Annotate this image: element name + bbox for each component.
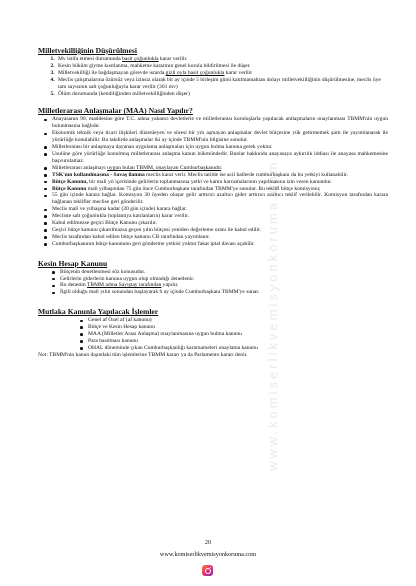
instagram-icon[interactable] xyxy=(202,565,213,576)
list-item: Bütçe Kanunu, bir mali yıl içerisinde gelirlerin toplanmasına yetki ve kamu harcamalarının yapılmasına izin veren kanundur. xyxy=(52,179,388,186)
list-item: Meclis tarafından kabul edilen bütçe kanunu CB tarafından yayımlanır. xyxy=(52,234,388,241)
list-item: Gelirlerin giderlerin kanuna uygun olup olmadığı denetlenir. xyxy=(60,276,388,283)
section-title-maa: Milletlerarası Anlaşmalar (MAA) Nasıl Yapılır? xyxy=(38,106,193,116)
list-item: Anayasanın 90. maddesine göre T.C. adına yabancı devletlerle ve milletlerarası kuruluşlarla yapılacak antlaşmaların onaylanması TBMM'nin uygun bulunmasına bağlıdır. xyxy=(52,116,388,130)
list-item: Genel af Özel af (af kanunu) xyxy=(88,317,388,324)
watermark: www.komiserlikvemisyonkoruma.com xyxy=(265,159,280,471)
list-maa xyxy=(38,116,388,247)
list-item: Bütçe ve Kesin Hesap kanunu xyxy=(88,324,388,331)
list-item: TSK'nın kullanılmasına - Savaş ilanına meclis karar verir. Meclis tatilde ise acil hallerde cumhurbaşkanı da bu yetkiyi kullanabilir. xyxy=(52,172,388,179)
list-item: Meclis mali ve yılbaşına kadar (20 gün içinde) karara bağlar. xyxy=(52,206,388,213)
list-kesin-hesap xyxy=(38,269,388,297)
list-item: Para basılması kanunu xyxy=(88,338,388,345)
list-item: Bütçe Kanunu mali yılbaşından 75 gün önce Cumhurbaşkanı tarafından TBMM'ye sunulur. Bu teklifi bütçe komisyonu; xyxy=(52,186,388,193)
list-milletvekilligi xyxy=(38,56,388,97)
section-title-kesin-hesap: Kesin Hesap Kanunu xyxy=(38,258,108,268)
list-item: MAA (Milletler Arası Anlaşma) onaylanmasına uygun bulma kanunu xyxy=(88,331,388,338)
section-title-milletvekilligi: Milletvekilliğinin Düşürülmesi xyxy=(38,46,137,55)
list-item: Bu denetim TBMM adına Sayıştay tarafından yapılır. xyxy=(60,282,388,289)
list-item: Milletlerarası bir anlaşmaya dayanan uygulama anlaşmaları için uygun bulma kanuna gerek yoktur. xyxy=(52,144,388,151)
list-item: 3. Milletvekilliği ile bağdaşmayan görevde ısrarda gizli oyla basit çoğunlukla karar verilir xyxy=(56,70,388,77)
footer-website: www.komiserlikvemisyonkoruma.com xyxy=(159,551,257,558)
list-item: 1. Mv istifa etmesi durumunda basit çoğunlukla karar verilir. xyxy=(56,56,388,63)
list-item: Cumhurbaşkanının bütçe kanununu geri gönderme yetkisi yoktur fakat iptal davası açabilir. xyxy=(52,241,388,248)
list-item: Geçici bütçe kanunu çıkarılmazsa geçen yılın bütçesi yeniden değerleme oranı ile kabul edilir. xyxy=(52,227,388,234)
list-item: 4. Meclis çalışmalarına özürsüz veya izinsiz olarak bir ay içinde 5 birleşim günü katılmamaktan dolayı milletvekilliğinin düşürülmesine, meclis üye tam sayısının salt çoğunluğuyla karar verilir (301 mv) xyxy=(56,77,388,91)
list-item: Milletlerarası anlaşmayı uygun bulan TBMM, onaylayan Cumhurbaşkanıdır. xyxy=(52,165,388,172)
list-item: OHAL döneminde çıkan Cumhurbaşkanlığı kararnameleri onaylama kanunu xyxy=(88,345,388,352)
list-item: Kabul edilmezse geçici Bütçe Kanunu çıkarılır. xyxy=(52,220,388,227)
note-text: Not: TBMM'nin kanun dışındaki tüm işlemlerine TBMM kararı ya da Parlamento kararı denir. xyxy=(38,351,248,358)
page-number: 20 xyxy=(204,539,212,546)
list-item: 2. Kesin hüküm giyme kısıtlanma, mahkeme kararının genel kurula bildirilmesi ile düşer. xyxy=(56,63,388,70)
list-item: Bütçenin denetlenmesi söz konusudur. xyxy=(60,269,388,276)
list-kanunla-islemler xyxy=(38,317,388,352)
list-item: İlgili olduğu mali yılın sonundan başlayarak 6 ay içinde Cumhurbaşkanı TBMM'ye sunar. xyxy=(60,289,388,296)
list-item: Ekonomik teknik veya ticari ilişkileri düzenleyen ve süresi bir yılı aşmayan anlaşmalar devlet bütçesine yük getirmemek şartı ile yayımlanarak ile yürürlüğe konulabilir. Bu takdirde anlaşmalar iki ay içinde TBMM'nin bilgisine sunulur. xyxy=(52,130,388,144)
list-item: Usulüne göre yürürlüğe konulmuş milletlerarası anlaşma kanun hükmündedir. Bunlar hakkında anayasaya aykırılık iddiası ile anayasa mahkemesine başvurulamaz. xyxy=(52,150,388,164)
list-item: 5. Ölüm durumunda (kendiliğinden milletvekilliğinden düşer) xyxy=(56,91,388,98)
page-content xyxy=(38,46,388,359)
section-title-kanunla-islemler: Mutlaka Kanunla Yapılacak İşlemler xyxy=(38,307,159,317)
list-item: 55 gün içinde karara bağlar. Komisyon 30 üyeden oluşur gelir arttırıcı azaltıcı gider arttırıcı azaltıcı teklif verilebilir. Komisyon tarafından karara bağlanan teklifler meclise geri gönderilir. xyxy=(52,192,388,206)
list-item: Mecliste salt çoğunlukla (toplantıya katılanların) karar verilir. xyxy=(52,213,388,220)
